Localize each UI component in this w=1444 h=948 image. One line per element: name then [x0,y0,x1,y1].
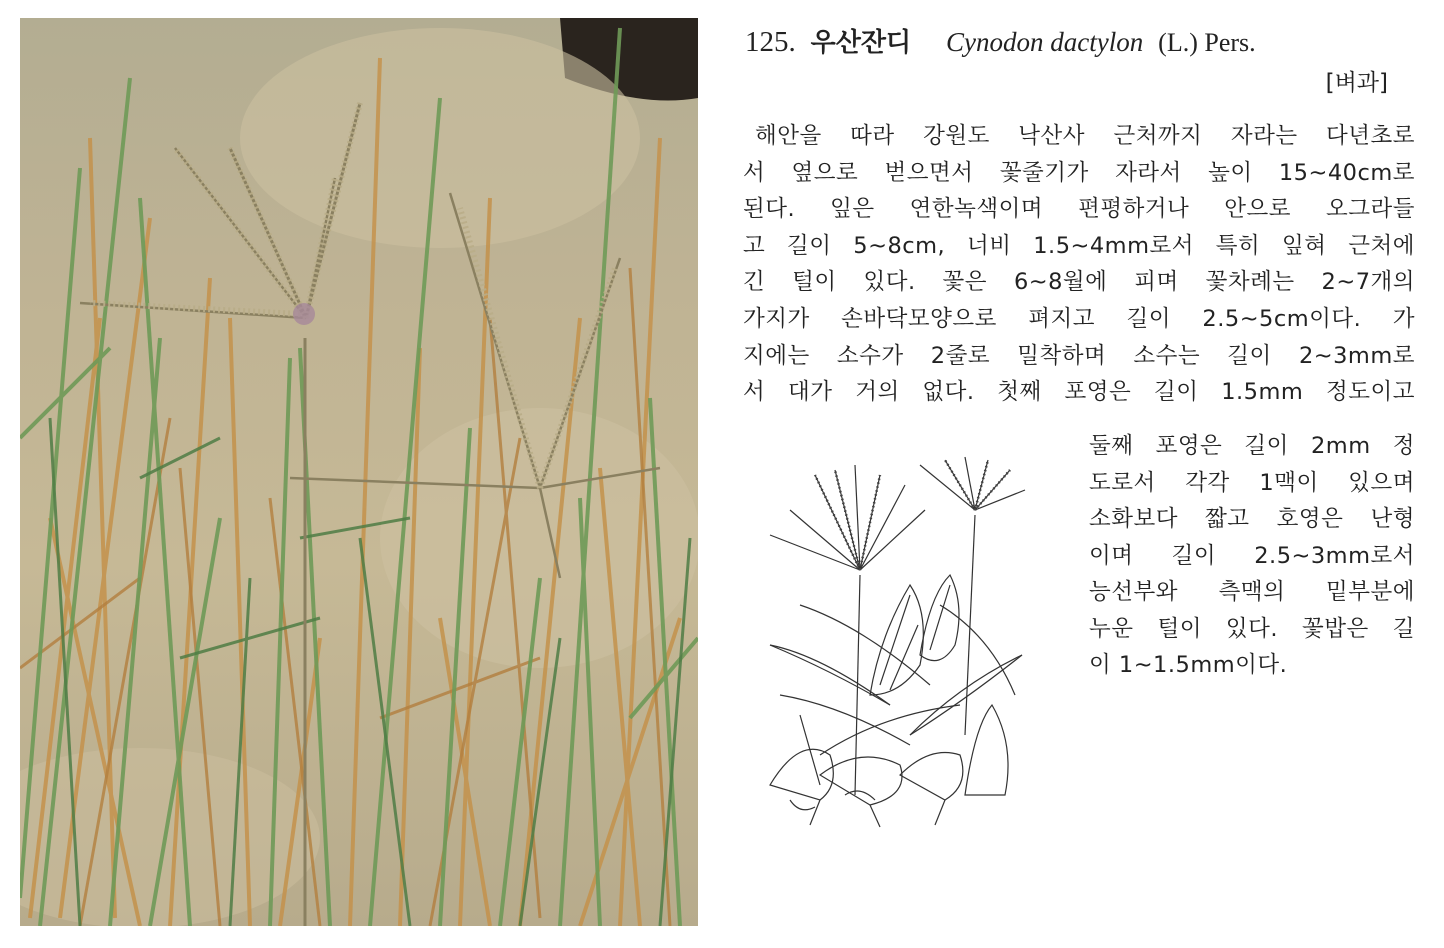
text-line: 해안을 따라 강원도 낙산사 근처까지 자라는 다년초로 [755,123,1415,149]
text-line: 된다. 잎은 연한녹색이며 편평하거나 안으로 오그라들 [743,196,1415,223]
text-line: 둘째 포영은 길이 2mm 정 [1089,433,1415,459]
text-line: 능선부와 측맥의 밑부분에 [1089,579,1415,605]
scientific-name: Cynodon dactylon [946,27,1144,57]
text-line: 긴 털이 있다. 꽃은 6~8월에 피며 꽃차례는 2~7개의 [743,269,1415,296]
botanical-illustration [760,455,1032,830]
text-line: 고 길이 5~8cm, 너비 1.5~4mm로서 특히 잎혀 근처에 [743,232,1415,259]
grass-photo-art [20,18,698,926]
family-name: [벼과] [1325,70,1388,96]
text-line: 이며 길이 2.5~3mm로서 [1089,542,1415,569]
text-line: 지에는 소수가 2줄로 밀착하며 소수는 길이 2~3mm로 [743,342,1415,369]
description-paragraph [743,118,1415,411]
text-line: 소화보다 짧고 호영은 난형 [1089,506,1415,532]
entry-heading [745,22,1385,63]
authority: (L.) Pers. [1158,28,1256,57]
text-line: 서 대가 거의 없다. 첫째 포영은 길이 1.5mm 정도이고 [743,379,1415,406]
botanical-illustration-art [760,455,1032,830]
text-line: 가지가 손바닥모양으로 펴지고 길이 2.5~5cm이다. 가 [743,305,1415,332]
text-line: 누운 털이 있다. 꽃밥은 길 [1089,615,1415,642]
text-line: 서 옆으로 벋으면서 꽃줄기가 자라서 높이 15~40cm로 [743,159,1415,186]
text-line: 이 1~1.5mm이다. [1089,652,1288,678]
korean-name: 우산잔디 [810,28,912,58]
text-line: 도로서 각각 1맥이 있으며 [1089,469,1415,496]
grass-photo [20,18,698,926]
entry-number: 125. [745,26,796,58]
description-continuation [1089,428,1415,684]
